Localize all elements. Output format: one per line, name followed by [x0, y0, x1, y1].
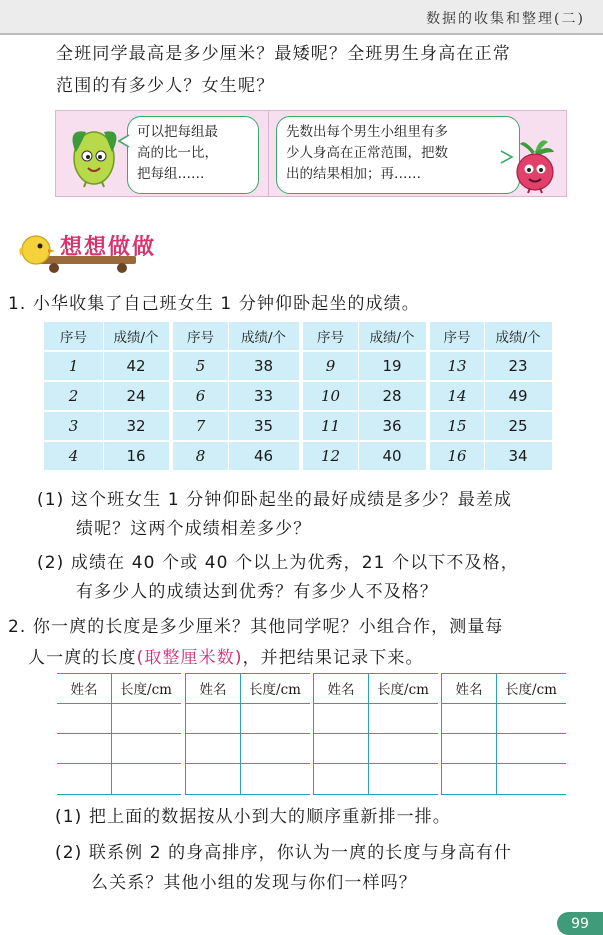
name-entry-cell[interactable]: [57, 703, 111, 733]
header-index: 序号: [443, 330, 471, 346]
radish-character-icon: [510, 138, 560, 194]
cell-index: 12: [320, 447, 341, 465]
bubble-tail-left: [118, 134, 130, 148]
header-name: 姓名: [327, 682, 355, 698]
cell-index: 15: [447, 417, 467, 435]
q1-text: 1. 小华收集了自己班女生 1 分钟仰卧起坐的成绩。: [8, 294, 420, 314]
cell-score: 16: [126, 447, 146, 465]
name-entry-cell[interactable]: [186, 733, 240, 763]
record-group-4: [441, 673, 566, 795]
name-entry-cell[interactable]: [57, 763, 111, 793]
length-entry-cell[interactable]: [369, 703, 438, 733]
cell-score: 28: [382, 387, 402, 405]
intro-line-1: 全班同学最高是多少厘米？最矮呢？全班男生身高在正常: [56, 44, 511, 64]
row-divider: [44, 350, 169, 352]
length-entry-cell[interactable]: [497, 703, 566, 733]
hint-left-line-2: 高的比一比，: [137, 145, 218, 161]
hint-divider: [268, 110, 269, 196]
chapter-title: 数据的收集和整理(二): [426, 11, 585, 27]
q1-sub1-line2: 绩呢？这两个成绩相差多少？: [76, 519, 312, 539]
cell-index: 11: [320, 417, 341, 435]
q2-line2: [28, 643, 424, 668]
row-divider: [173, 410, 299, 412]
cell-index: 1: [68, 357, 79, 375]
corn-character-icon: [64, 118, 124, 188]
q1-sub2-line2: 有多少人的成绩达到优秀？有多少人不及格？: [76, 582, 438, 602]
length-entry-cell[interactable]: [241, 763, 310, 793]
page-number-badge: 99: [557, 912, 603, 935]
cell-score: 32: [126, 417, 146, 435]
cell-score: 19: [382, 357, 402, 375]
header-length: 长度/cm: [249, 682, 301, 698]
cell-index: 4: [68, 447, 79, 465]
name-entry-cell[interactable]: [314, 733, 368, 763]
header-score: 成绩/个: [113, 330, 159, 346]
row-divider: [430, 350, 552, 352]
cell-score: 36: [382, 417, 402, 435]
name-entry-cell[interactable]: [314, 763, 368, 793]
q2-sub2-line1: (2) 联系例 2 的身高排序，你认为一庹的长度与身高有什: [55, 843, 513, 863]
cell-index: 5: [195, 357, 206, 375]
row-divider: [303, 350, 426, 352]
q2-sub1: (1) 把上面的数据按从小到大的顺序重新排一排。: [55, 807, 451, 827]
row-divider: [173, 440, 299, 442]
cell-index: 3: [68, 417, 79, 435]
cell-index: 10: [320, 387, 341, 405]
name-entry-cell[interactable]: [442, 733, 496, 763]
header-length: 长度/cm: [120, 682, 172, 698]
name-entry-cell[interactable]: [186, 763, 240, 793]
name-entry-cell[interactable]: [314, 703, 368, 733]
hint-bubble-left: [127, 116, 259, 194]
cell-score: 46: [253, 447, 274, 465]
header-index: 序号: [187, 330, 214, 346]
hint-right-line-1: 先数出每个男生小组里有多: [286, 124, 448, 140]
header-score: 成绩/个: [369, 330, 415, 346]
header-score: 成绩/个: [240, 330, 287, 346]
length-entry-cell[interactable]: [369, 763, 438, 793]
header-name: 姓名: [455, 682, 483, 698]
row-divider: [44, 380, 169, 382]
column-divider: [358, 322, 359, 470]
cell-score: 40: [382, 447, 402, 465]
situp-score-table: [44, 322, 552, 470]
length-entry-cell[interactable]: [369, 733, 438, 763]
hint-right-line-3: 出的结果相加；再……: [286, 166, 421, 182]
cell-score: 42: [126, 357, 146, 375]
table-group-4: [430, 322, 552, 470]
table-group-2: [173, 322, 299, 470]
row-divider: [173, 380, 299, 382]
header-length: 长度/cm: [377, 682, 429, 698]
cell-index: 9: [325, 357, 336, 375]
hint-right-line-2: 少人身高在正常范围，把数: [286, 145, 448, 161]
length-entry-cell[interactable]: [497, 733, 566, 763]
cell-score: 38: [253, 357, 274, 375]
hint-left-line-1: 可以把每组最: [137, 124, 218, 140]
cell-score: 49: [508, 387, 528, 405]
section-title: 想想做做: [60, 235, 157, 260]
row-divider: [173, 350, 299, 352]
cell-score: 25: [508, 417, 528, 435]
length-entry-cell[interactable]: [241, 703, 310, 733]
header-index: 序号: [317, 330, 344, 346]
hint-bubble-right: [276, 116, 520, 194]
cell-index: 13: [447, 357, 467, 375]
cell-score: 33: [253, 387, 274, 405]
record-group-1: [57, 673, 181, 795]
q2-sub2-line2: 么关系？其他小组的发现与你们一样吗？: [91, 873, 417, 893]
name-entry-cell[interactable]: [442, 703, 496, 733]
q1-sub2-line1: (2) 成绩在 40 个或 40 个以上为优秀，21 个以下不及格，: [37, 553, 519, 573]
length-entry-cell[interactable]: [241, 733, 310, 763]
cell-index: 14: [447, 387, 467, 405]
name-entry-cell[interactable]: [57, 733, 111, 763]
header-name: 姓名: [70, 682, 98, 698]
cell-index: 16: [447, 447, 467, 465]
cell-index: 7: [195, 417, 206, 435]
column-divider: [228, 322, 229, 470]
hint-left-line-3: 把每组……: [137, 166, 205, 182]
record-group-3: [313, 673, 438, 795]
header-score: 成绩/个: [495, 330, 541, 346]
length-entry-cell[interactable]: [112, 733, 181, 763]
table-group-3: [303, 322, 426, 470]
row-divider: [303, 380, 426, 382]
cell-score: 24: [126, 387, 146, 405]
row-divider: [44, 440, 169, 442]
length-entry-cell[interactable]: [112, 763, 181, 793]
cell-score: 34: [508, 447, 528, 465]
cell-index: 6: [195, 387, 206, 405]
length-entry-cell[interactable]: [497, 763, 566, 793]
intro-line-2: 范围的有多少人？女生呢？: [56, 76, 275, 96]
header-name: 姓名: [199, 682, 227, 698]
header-index: 序号: [60, 330, 87, 346]
header-length: 长度/cm: [505, 682, 557, 698]
row-divider: [44, 410, 169, 412]
cell-index: 8: [195, 447, 206, 465]
header-rule: [0, 33, 603, 35]
row-divider: [430, 440, 552, 442]
column-divider: [103, 322, 104, 470]
row-divider: [430, 380, 552, 382]
column-divider: [484, 322, 485, 470]
q2-line1: 2. 你一庹的长度是多少厘米？其他同学呢？小组合作，测量每: [8, 617, 504, 637]
name-entry-cell[interactable]: [442, 763, 496, 793]
cell-index: 2: [68, 387, 79, 405]
row-divider: [303, 410, 426, 412]
q2-emphasis: (取整厘米数): [136, 648, 243, 668]
cell-score: 35: [253, 417, 274, 435]
q2-line2-a: 人一庹的长度: [28, 648, 137, 668]
record-group-2: [185, 673, 310, 795]
q2-line2-c: ，并把结果记录下来。: [242, 648, 424, 668]
row-divider: [430, 410, 552, 412]
table-group-1: [44, 322, 169, 470]
length-entry-cell[interactable]: [112, 703, 181, 733]
q1-sub1-line1: (1) 这个班女生 1 分钟仰卧起坐的最好成绩是多少？最差成: [37, 490, 513, 510]
row-divider: [303, 440, 426, 442]
name-entry-cell[interactable]: [186, 703, 240, 733]
cell-score: 23: [508, 357, 528, 375]
